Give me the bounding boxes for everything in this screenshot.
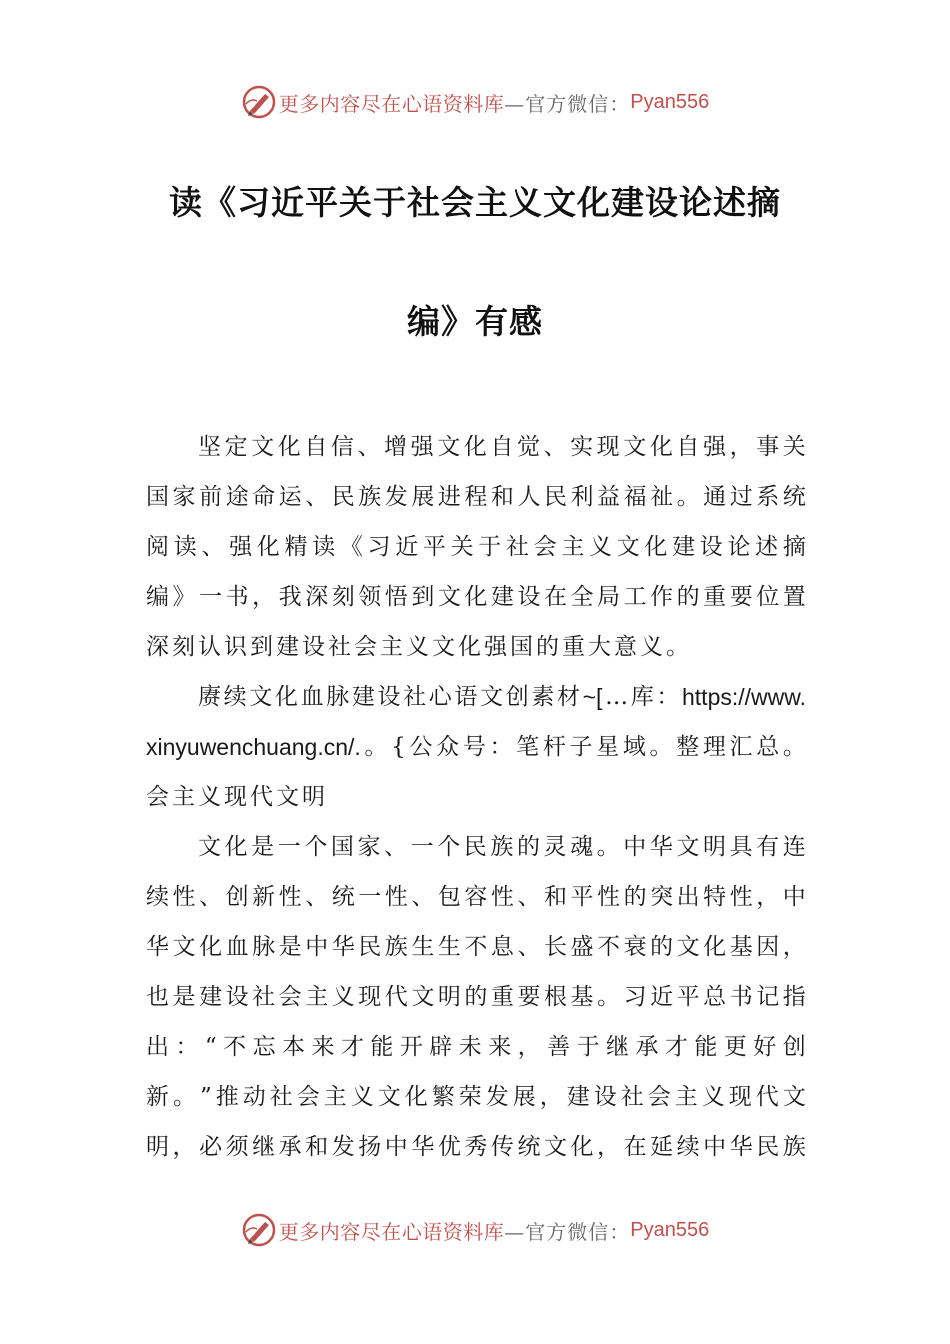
footer-watermark-banner (0, 1210, 950, 1250)
paragraph-2-line-2: xinyuwenchuang.cn/. 。 { 公 众 号 ： 笔 杆 子 星 域 。 整 理 汇 总 。 (146, 734, 806, 760)
pen-logo-icon (241, 84, 277, 120)
banner-dash-text: —官方微信： (504, 1219, 631, 1244)
document-body (146, 430, 806, 1190)
document-title-line-2: 编》有感 (407, 302, 543, 341)
paragraph-1-line-2: 国 家 前 途 命 运 、 民 族 发 展 进 程 和 人 民 利 益 福 祉 。 通 过 系 统 (146, 484, 806, 510)
banner-wechat-id: Pyan556 (630, 90, 710, 113)
banner-main-text: 更多内容尽在心语资料库 (278, 91, 505, 116)
paragraph-1-line-4: 编 》 一 书 ， 我 深 刻 领 悟 到 文 化 建 设 在 全 局 工 作 的 重 要 位 置 (146, 584, 806, 610)
paragraph-2-line-1: 赓 续 文 化 血 脉 建 设 社 心 语 文 创 素 材 ~[ … 库 ： https://www. (198, 684, 806, 710)
paragraph-3-line-3: 华 文 化 血 脉 是 中 华 民 族 生 生 不 息 、 长 盛 不 衰 的 文 化 基 因 ， (146, 934, 806, 960)
paragraph-1-line-3: 阅 读 、 强 化 精 读 《 习 近 平 关 于 社 会 主 义 文 化 建 设 论 述 摘 (146, 534, 806, 560)
banner-main-text: 更多内容尽在心语资料库 (278, 1219, 505, 1244)
paragraph-1-line-1: 坚 定 文 化 自 信 、 增 强 文 化 自 觉 、 实 现 文 化 自 强 ， 事 关 (198, 434, 806, 460)
paragraph-3-line-1: 文 化 是 一 个 国 家 、 一 个 民 族 的 灵 魂 。 中 华 文 明 具 有 连 (198, 834, 806, 860)
paragraph-3-line-6: 新 。 ” 推 动 社 会 主 义 文 化 繁 荣 发 展 ， 建 设 社 会 主 义 现 代 文 (146, 1084, 806, 1110)
paragraph-1-line-5: 深刻认识到建设社会主义文化强国的重大意义。 (146, 634, 692, 660)
banner-wechat-id: Pyan556 (630, 1218, 710, 1241)
paragraph-3-line-2: 续 性 、 创 新 性 、 统 一 性 、 包 容 性 、 和 平 性 的 突 出 特 性 ， 中 (146, 884, 806, 910)
paragraph-2-line-3: 会主义现代文明 (146, 784, 328, 810)
paragraph-3-line-7: 明 ， 必 须 继 承 和 发 扬 中 华 优 秀 传 统 文 化 ， 在 延 续 中 华 民 族 (146, 1134, 806, 1160)
header-watermark-banner (0, 82, 950, 122)
document-title-line-1: 读《习近平关于社会主义文化建设论述摘 (169, 183, 781, 222)
paragraph-3-line-4: 也 是 建 设 社 会 主 义 现 代 文 明 的 重 要 根 基 。 习 近 平 总 书 记 指 (146, 984, 806, 1010)
pen-logo-icon (241, 1212, 277, 1248)
paragraph-3-line-5: 出 ： “ 不 忘 本 来 才 能 开 辟 未 来 ， 善 于 继 承 才 能 更 好 创 (146, 1034, 806, 1060)
banner-dash-text: —官方微信： (504, 91, 631, 116)
